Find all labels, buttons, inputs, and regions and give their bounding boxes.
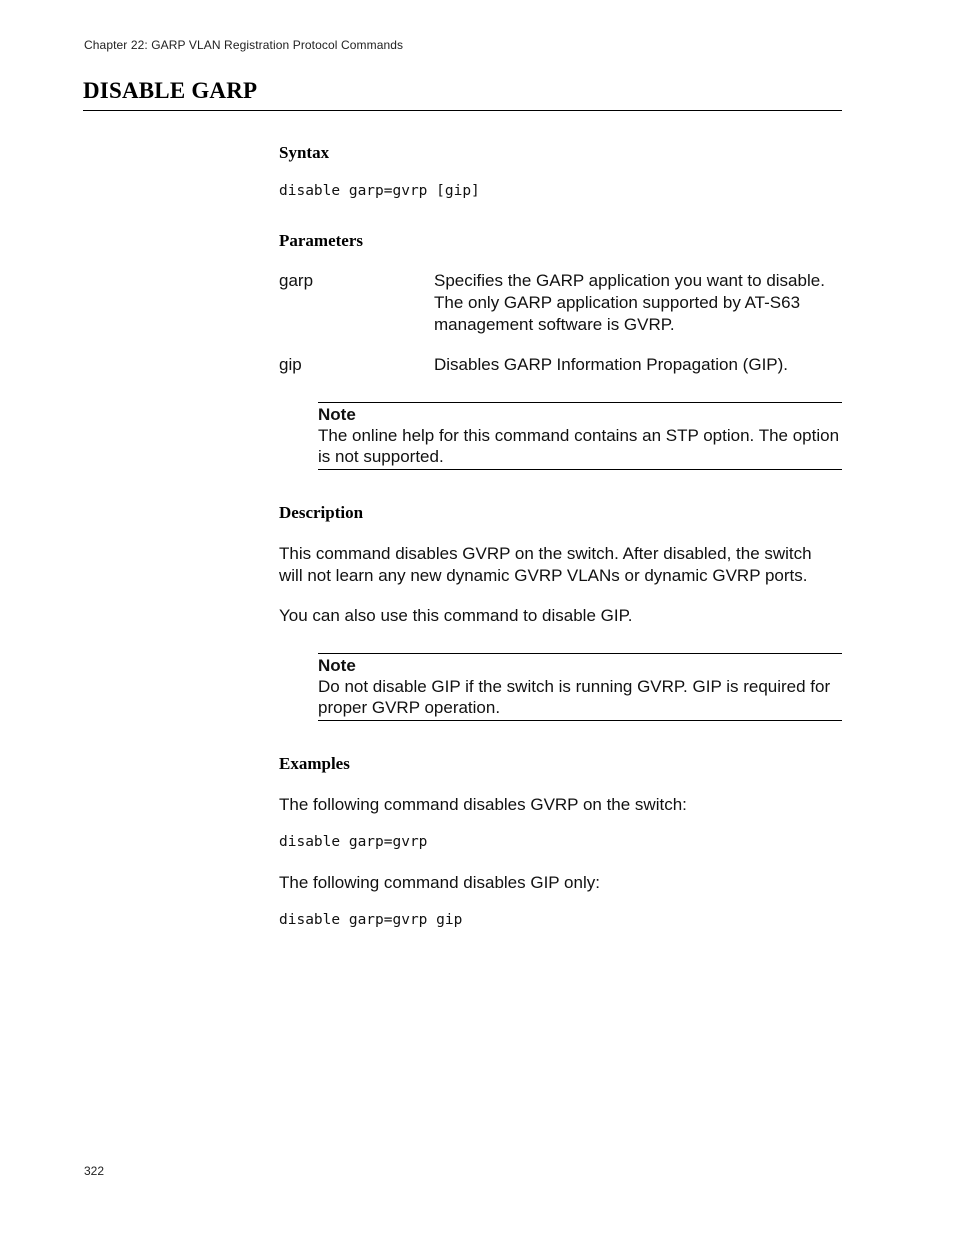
syntax-heading: Syntax <box>279 143 330 162</box>
syntax-command: disable garp=gvrp [gip] <box>279 183 480 199</box>
example-command-2: disable garp=gvrp gip <box>279 912 463 928</box>
note-label: Note <box>318 405 356 424</box>
parameters-heading: Parameters <box>279 231 364 250</box>
title-rule <box>83 110 842 111</box>
page-title: DISABLE GARP <box>83 78 258 103</box>
param-desc-gip: Disables GARP Information Propagation (GIP). <box>434 355 789 374</box>
note-text: Do not disable GIP if the switch is running GVRP. GIP is required for proper GVRP operation. <box>318 677 831 717</box>
example-intro-1: The following command disables GVRP on the switch: <box>279 795 687 814</box>
note-box-gip <box>318 653 842 721</box>
running-head: Chapter 22: GARP VLAN Registration Protocol Commands <box>84 38 404 52</box>
param-name-garp: garp <box>279 271 314 290</box>
page-number: 322 <box>84 1164 105 1178</box>
param-name-gip: gip <box>279 355 302 374</box>
example-intro-2: The following command disables GIP only: <box>279 873 600 892</box>
param-desc-garp: Specifies the GARP application you want to disable. The only GARP application supported by AT-S63 management software is GVRP. <box>434 271 825 334</box>
description-heading: Description <box>279 503 364 522</box>
note-label: Note <box>318 656 356 675</box>
example-command-1: disable garp=gvrp <box>279 834 428 850</box>
examples-heading: Examples <box>279 754 350 773</box>
description-paragraph-1: This command disables GVRP on the switch. After disabled, the switch will not learn any new dynamic GVRP VLANs or dynamic GVRP ports. <box>279 544 812 585</box>
note-box-stp <box>318 402 842 470</box>
note-text: The online help for this command contains an STP option. The option is not supported. <box>318 426 840 466</box>
description-paragraph-2: You can also use this command to disable GIP. <box>279 606 633 625</box>
